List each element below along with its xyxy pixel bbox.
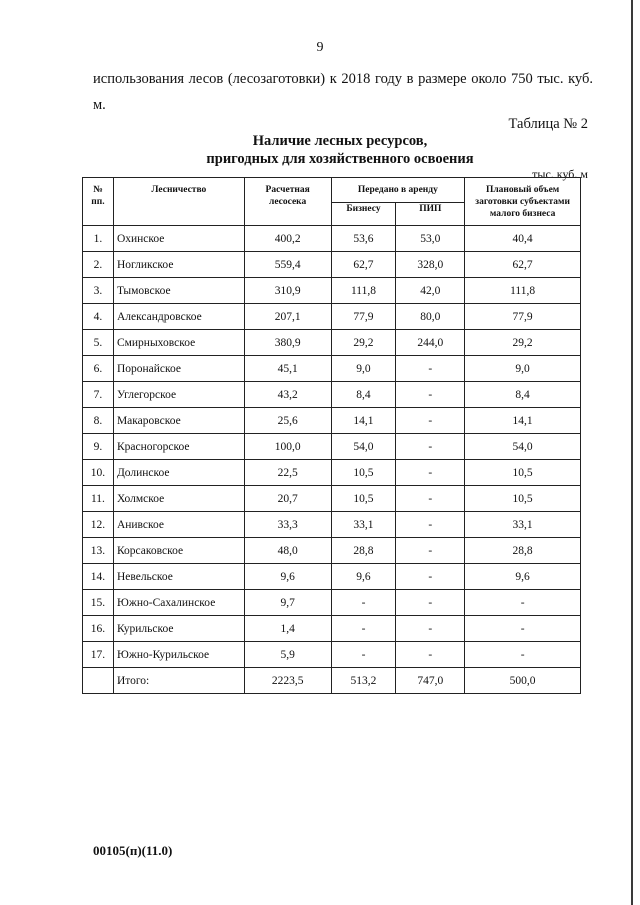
leased-pip-cell: - [396, 382, 465, 408]
planned-volume-cell: 29,2 [465, 330, 581, 356]
leased-pip-cell: - [396, 538, 465, 564]
forestry-name-cell: Итого: [113, 668, 244, 694]
forestry-name-cell: Ногликское [113, 252, 244, 278]
forestry-name-cell: Александровское [113, 304, 244, 330]
row-number-cell: 4. [83, 304, 114, 330]
table-row [83, 304, 581, 330]
allowable-cut-cell: 9,7 [244, 590, 331, 616]
leased-pip-cell: 328,0 [396, 252, 465, 278]
leased-business-cell: 33,1 [331, 512, 396, 538]
row-number-cell: 9. [83, 434, 114, 460]
table-row [83, 564, 581, 590]
row-number-cell: 15. [83, 590, 114, 616]
planned-volume-cell: 62,7 [465, 252, 581, 278]
row-number-cell: 7. [83, 382, 114, 408]
row-number-cell: 1. [83, 226, 114, 252]
planned-volume-cell: 40,4 [465, 226, 581, 252]
leased-pip-cell: 747,0 [396, 668, 465, 694]
leased-pip-cell: - [396, 590, 465, 616]
row-number-cell: 16. [83, 616, 114, 642]
table-row [83, 408, 581, 434]
leased-business-cell: 54,0 [331, 434, 396, 460]
leased-business-cell: 8,4 [331, 382, 396, 408]
planned-volume-cell: - [465, 590, 581, 616]
allowable-cut-cell: 100,0 [244, 434, 331, 460]
planned-volume-cell: 77,9 [465, 304, 581, 330]
leased-business-cell: 513,2 [331, 668, 396, 694]
allowable-cut-cell: 559,4 [244, 252, 331, 278]
leased-business-cell: 9,6 [331, 564, 396, 590]
planned-volume-cell: 8,4 [465, 382, 581, 408]
planned-volume-cell: 9,0 [465, 356, 581, 382]
forestry-name-cell: Макаровское [113, 408, 244, 434]
forestry-name-cell: Анивское [113, 512, 244, 538]
planned-volume-cell: 10,5 [465, 486, 581, 512]
planned-volume-cell: 10,5 [465, 460, 581, 486]
units-label: тыс. куб. м [532, 167, 588, 181]
planned-volume-cell: - [465, 642, 581, 668]
row-number-cell: 13. [83, 538, 114, 564]
leased-business-cell: 14,1 [331, 408, 396, 434]
table-total-row [83, 668, 581, 694]
leased-business-cell: - [331, 642, 396, 668]
table-row [83, 590, 581, 616]
allowable-cut-cell: 45,1 [244, 356, 331, 382]
leased-business-cell: - [331, 590, 396, 616]
planned-volume-cell: - [465, 616, 581, 642]
allowable-cut-cell: 380,9 [244, 330, 331, 356]
page-edge-line [631, 0, 633, 905]
leased-business-cell: 62,7 [331, 252, 396, 278]
row-number-cell [83, 668, 114, 694]
allowable-cut-cell: 400,2 [244, 226, 331, 252]
table-row [83, 460, 581, 486]
leased-business-cell: 10,5 [331, 460, 396, 486]
allowable-cut-cell: 43,2 [244, 382, 331, 408]
table-body [83, 226, 581, 694]
table-title [0, 132, 640, 168]
table-row [83, 434, 581, 460]
footer-code: 00105(п)(11.0) [93, 843, 173, 858]
table-row [83, 382, 581, 408]
planned-volume-cell: 111,8 [465, 278, 581, 304]
leased-business-cell: 28,8 [331, 538, 396, 564]
header-leased: Передано в аренду [331, 178, 465, 203]
table-row [83, 616, 581, 642]
table-row [83, 642, 581, 668]
table-row [83, 252, 581, 278]
page-number: 9 [316, 40, 324, 55]
leased-business-cell: 10,5 [331, 486, 396, 512]
table-row [83, 486, 581, 512]
leased-pip-cell: - [396, 460, 465, 486]
table-row [83, 356, 581, 382]
header-planned: Плановый объем заготовки субъектами малого бизнеса [465, 178, 581, 226]
leased-pip-cell: - [396, 564, 465, 590]
planned-volume-cell: 28,8 [465, 538, 581, 564]
leased-pip-cell: - [396, 408, 465, 434]
table-row [83, 330, 581, 356]
forestry-name-cell: Южно-Сахалинское [113, 590, 244, 616]
leased-business-cell: 111,8 [331, 278, 396, 304]
planned-volume-cell: 33,1 [465, 512, 581, 538]
row-number-cell: 11. [83, 486, 114, 512]
row-number-cell: 6. [83, 356, 114, 382]
header-pip: ПИП [396, 203, 465, 226]
forestry-name-cell: Холмское [113, 486, 244, 512]
header-forestry: Лесничество [113, 178, 244, 226]
allowable-cut-cell: 25,6 [244, 408, 331, 434]
forestry-name-cell: Поронайское [113, 356, 244, 382]
leased-business-cell: 9,0 [331, 356, 396, 382]
forestry-name-cell: Долинское [113, 460, 244, 486]
leased-business-cell: - [331, 616, 396, 642]
allowable-cut-cell: 22,5 [244, 460, 331, 486]
row-number-cell: 12. [83, 512, 114, 538]
row-number-cell: 8. [83, 408, 114, 434]
planned-volume-cell: 14,1 [465, 408, 581, 434]
forestry-name-cell: Южно-Курильское [113, 642, 244, 668]
forestry-name-cell: Красногорское [113, 434, 244, 460]
table-row [83, 278, 581, 304]
leased-pip-cell: - [396, 356, 465, 382]
allowable-cut-cell: 207,1 [244, 304, 331, 330]
header-num: № пп. [83, 178, 114, 226]
allowable-cut-cell: 5,9 [244, 642, 331, 668]
table-header-row [83, 178, 581, 203]
forestry-name-cell: Невельское [113, 564, 244, 590]
leased-pip-cell: 244,0 [396, 330, 465, 356]
table-row [83, 226, 581, 252]
planned-volume-cell: 54,0 [465, 434, 581, 460]
row-number-cell: 10. [83, 460, 114, 486]
planned-volume-cell: 500,0 [465, 668, 581, 694]
forestry-name-cell: Смирныховское [113, 330, 244, 356]
row-number-cell: 3. [83, 278, 114, 304]
leased-pip-cell: - [396, 616, 465, 642]
leased-pip-cell: 42,0 [396, 278, 465, 304]
forestry-name-cell: Углегорское [113, 382, 244, 408]
leased-business-cell: 53,6 [331, 226, 396, 252]
leased-pip-cell: 80,0 [396, 304, 465, 330]
table-row [83, 512, 581, 538]
allowable-cut-cell: 310,9 [244, 278, 331, 304]
allowable-cut-cell: 20,7 [244, 486, 331, 512]
leased-pip-cell: - [396, 434, 465, 460]
planned-volume-cell: 9,6 [465, 564, 581, 590]
allowable-cut-cell: 48,0 [244, 538, 331, 564]
leased-pip-cell: 53,0 [396, 226, 465, 252]
leased-business-cell: 29,2 [331, 330, 396, 356]
header-allowable-cut: Расчетная лесосека [244, 178, 331, 226]
header-business: Бизнесу [331, 203, 396, 226]
allowable-cut-cell: 9,6 [244, 564, 331, 590]
leased-pip-cell: - [396, 642, 465, 668]
row-number-cell: 2. [83, 252, 114, 278]
forest-resources-table [82, 177, 581, 694]
allowable-cut-cell: 33,3 [244, 512, 331, 538]
table-number: Таблица № 2 [508, 116, 588, 132]
row-number-cell: 17. [83, 642, 114, 668]
table-title-line-2: пригодных для хозяйственного освоения [206, 151, 474, 167]
allowable-cut-cell: 1,4 [244, 616, 331, 642]
table-title-line-1: Наличие лесных ресурсов, [252, 133, 428, 149]
forestry-name-cell: Тымовское [113, 278, 244, 304]
row-number-cell: 5. [83, 330, 114, 356]
table-row [83, 538, 581, 564]
forestry-name-cell: Курильское [113, 616, 244, 642]
allowable-cut-cell: 2223,5 [244, 668, 331, 694]
forestry-name-cell: Охинское [113, 226, 244, 252]
leased-pip-cell: - [396, 486, 465, 512]
forestry-name-cell: Корсаковское [113, 538, 244, 564]
row-number-cell: 14. [83, 564, 114, 590]
leased-pip-cell: - [396, 512, 465, 538]
leased-business-cell: 77,9 [331, 304, 396, 330]
intro-paragraph: использования лесов (лесозаготовки) к 2018 году в размере около 750 тыс. куб. м. [93, 71, 593, 113]
